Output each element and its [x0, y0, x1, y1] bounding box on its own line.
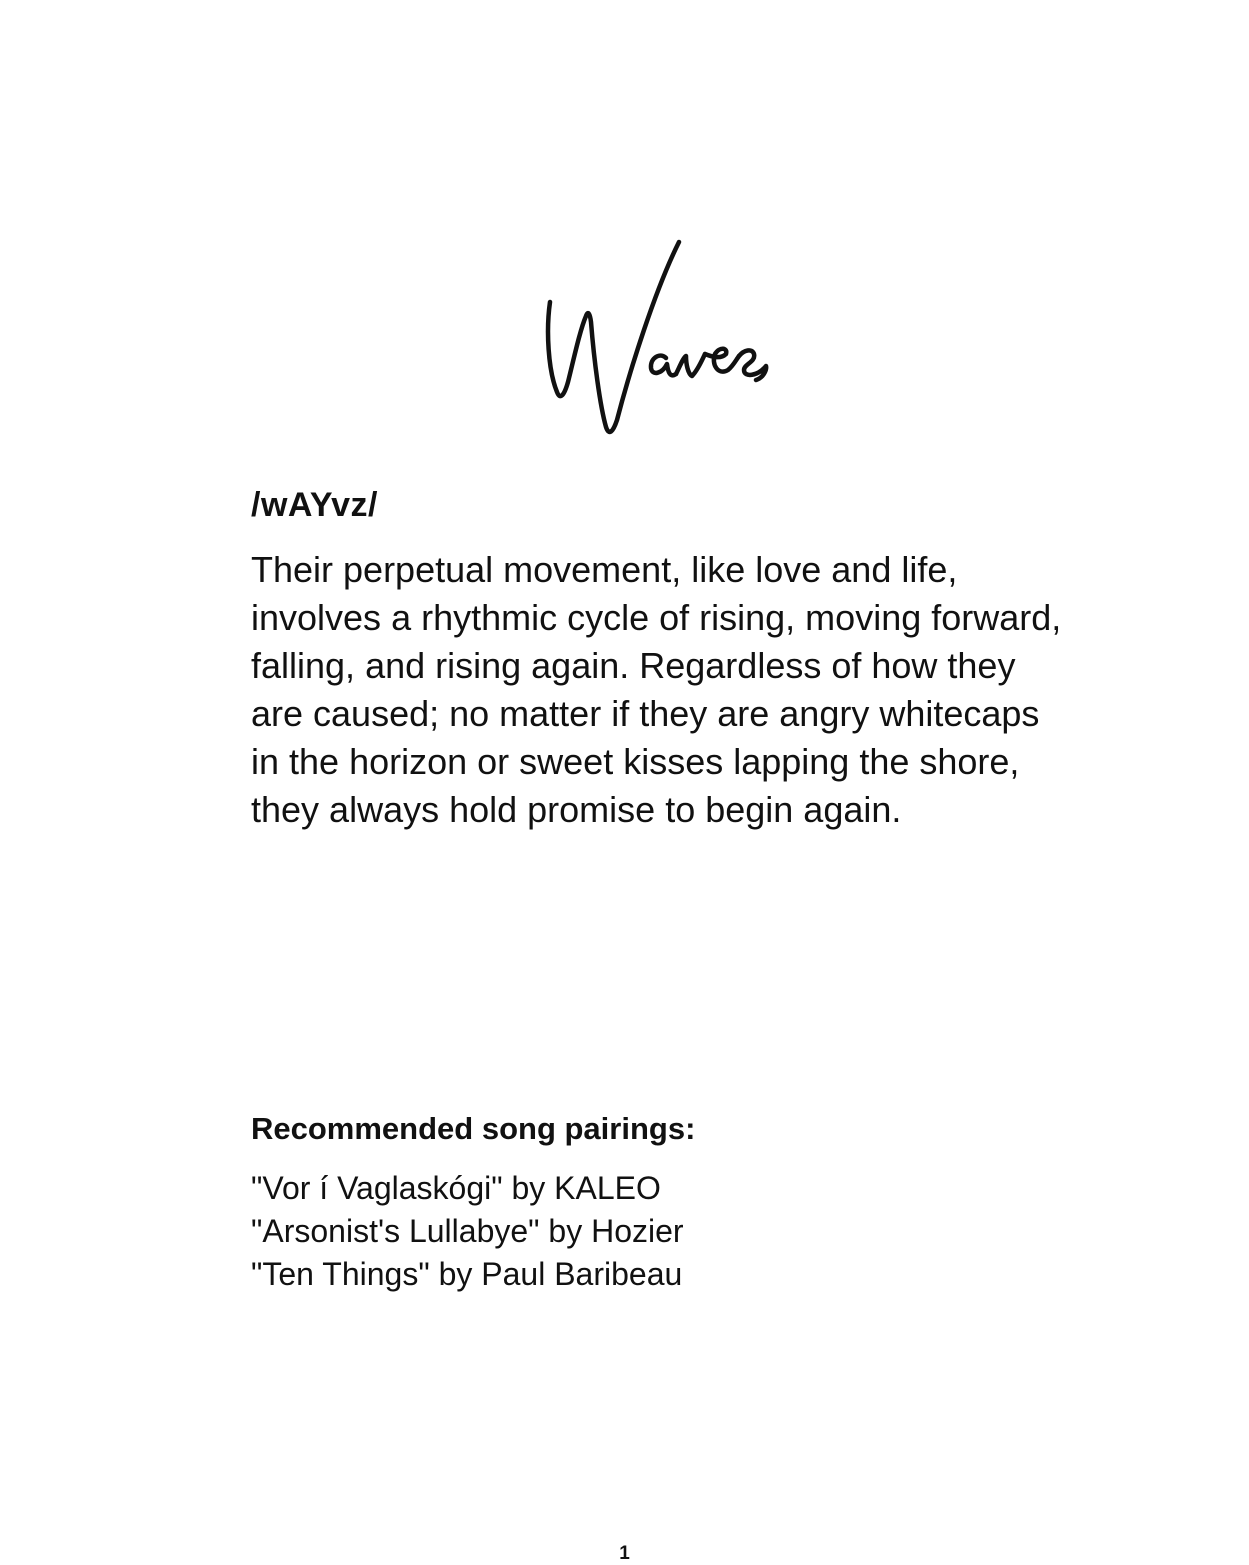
song-pairing-item: "Arsonist's Lullabye" by Hozier [251, 1213, 684, 1249]
definition-text: Their perpetual movement, like love and life, involves a rhythmic cycle of rising, moving forward, falling, and rising again. Regardless of how they are caused; no matter if they are angry whitecaps in the horizon or sweet kisses lapping the shore, they always hold promise to begin again. [251, 549, 1062, 830]
title-script-logo [530, 230, 780, 445]
song-pairings-list [251, 1167, 684, 1296]
waves-script-artwork [530, 230, 780, 445]
song-pairings-heading: Recommended song pairings: [251, 1111, 696, 1146]
song-pairing-item: "Vor í Vaglaskógi" by KALEO [251, 1170, 661, 1206]
page-number: 1 [619, 1543, 630, 1564]
pronunciation: /wAYvz/ [251, 486, 378, 524]
song-pairing-item: "Ten Things" by Paul Baribeau [251, 1256, 683, 1292]
